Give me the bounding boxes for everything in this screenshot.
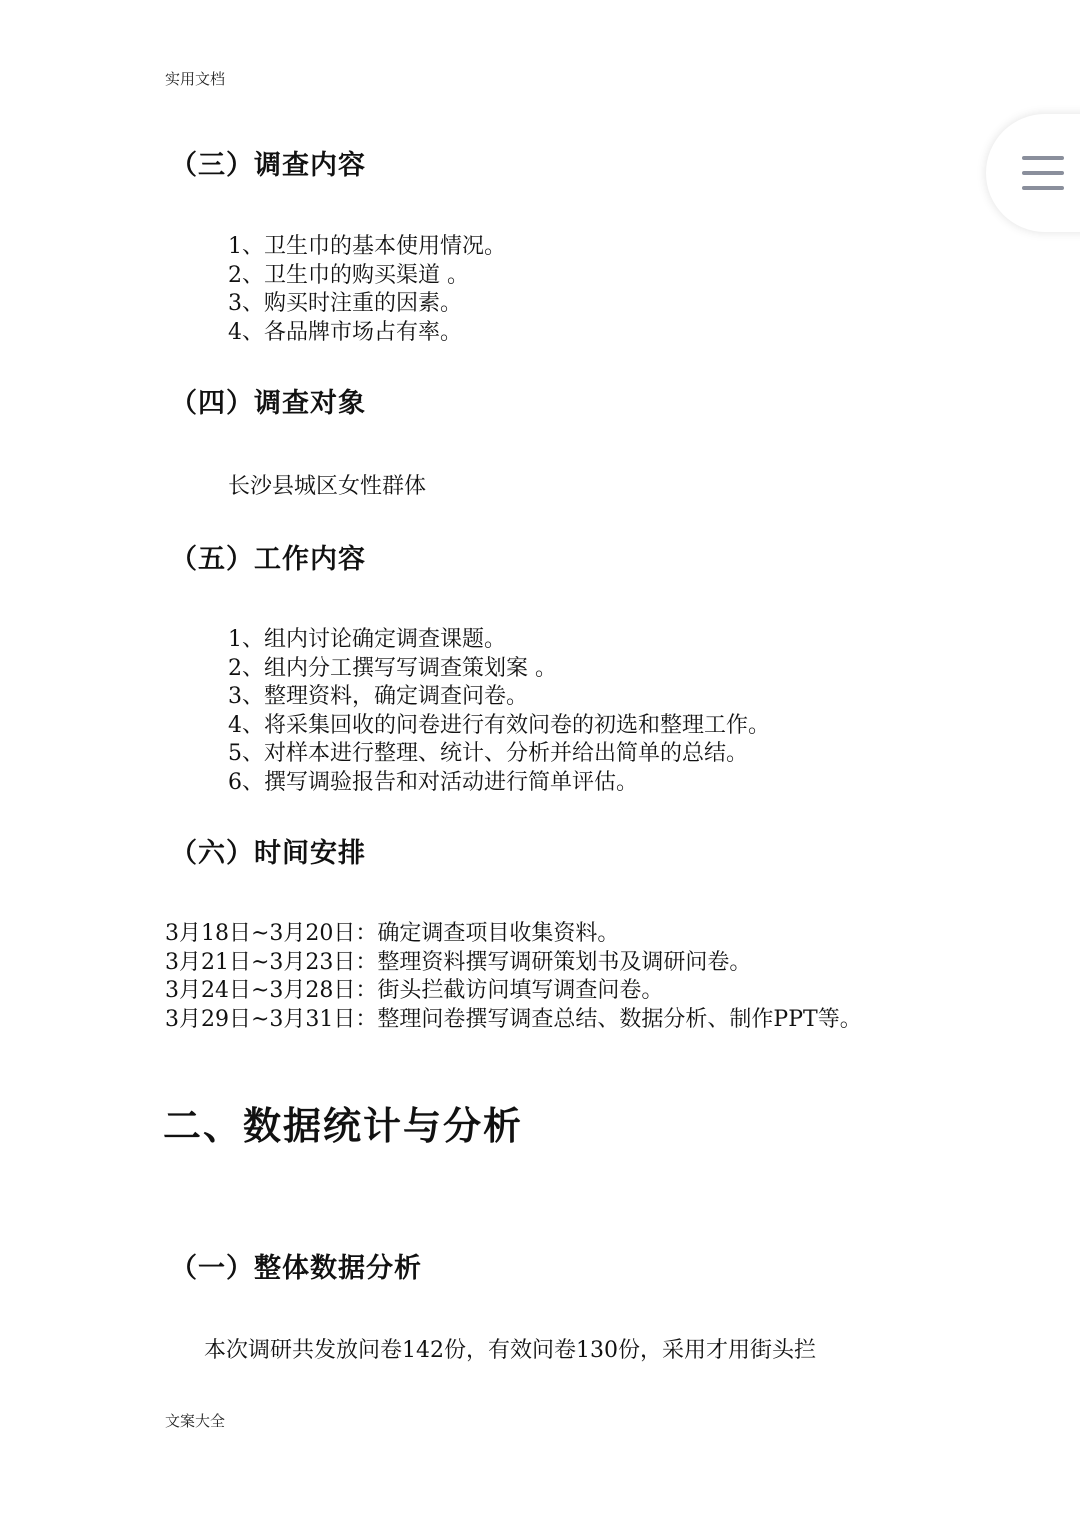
menu-button[interactable]: [986, 114, 1080, 232]
overall-analysis-paragraph: 本次调研共发放问卷142份，有效问卷130份，采用才用街头拦: [204, 1338, 816, 1363]
list-item: 4、各品牌市场占有率。: [228, 319, 462, 345]
section-heading-survey-content: （三）调查内容: [170, 150, 366, 181]
list-item: 6、撰写调验报告和对活动进行简单评估。: [228, 769, 638, 795]
list-item: 4、将采集回收的问卷进行有效问卷的初选和整理工作。: [228, 712, 770, 738]
running-footer: 文案大全: [165, 1412, 226, 1430]
menu-icon: [1022, 155, 1064, 191]
list-item: 2、组内分工撰写写调查策划案 。: [228, 655, 557, 681]
part-heading-data-analysis: 二、数据统计与分析: [163, 1104, 524, 1148]
section-heading-overall-analysis: （一）整体数据分析: [170, 1253, 422, 1284]
list-item: 1、组内讨论确定调查课题。: [228, 627, 506, 652]
list-item: 3、购买时注重的因素。: [228, 291, 462, 316]
work-content-list: [228, 626, 770, 797]
schedule-list: [165, 920, 917, 1034]
running-header: 实用文档: [165, 70, 226, 88]
list-item: 5、对样本进行整理、统计、分析并给出简单的总结。: [228, 741, 748, 766]
schedule-item: 3月18日~3月20日：确定调查项目收集资料。: [165, 921, 620, 946]
section-heading-survey-target: （四）调查对象: [170, 388, 366, 419]
schedule-item: 3月29日~3月31日：整理问卷撰写调查总结、数据分析、制作PPT等。: [165, 1006, 862, 1032]
list-item: 1、卫生巾的基本使用情况。: [228, 234, 506, 259]
schedule-item: 3月21日~3月23日：整理资料撰写调研策划书及调研问卷。: [165, 949, 752, 975]
list-item: 3、整理资料，确定调查问卷。: [228, 684, 528, 709]
list-item: 2、卫生巾的购买渠道 。: [228, 262, 469, 288]
schedule-item: 3月24日~3月28日：街头拦截访问填写调查问卷。: [165, 978, 664, 1003]
survey-content-list: [228, 233, 506, 347]
survey-target-text: 长沙县城区女性群体: [228, 474, 427, 499]
section-heading-work-content: （五）工作内容: [170, 544, 366, 575]
section-heading-schedule: （六）时间安排: [170, 838, 366, 869]
